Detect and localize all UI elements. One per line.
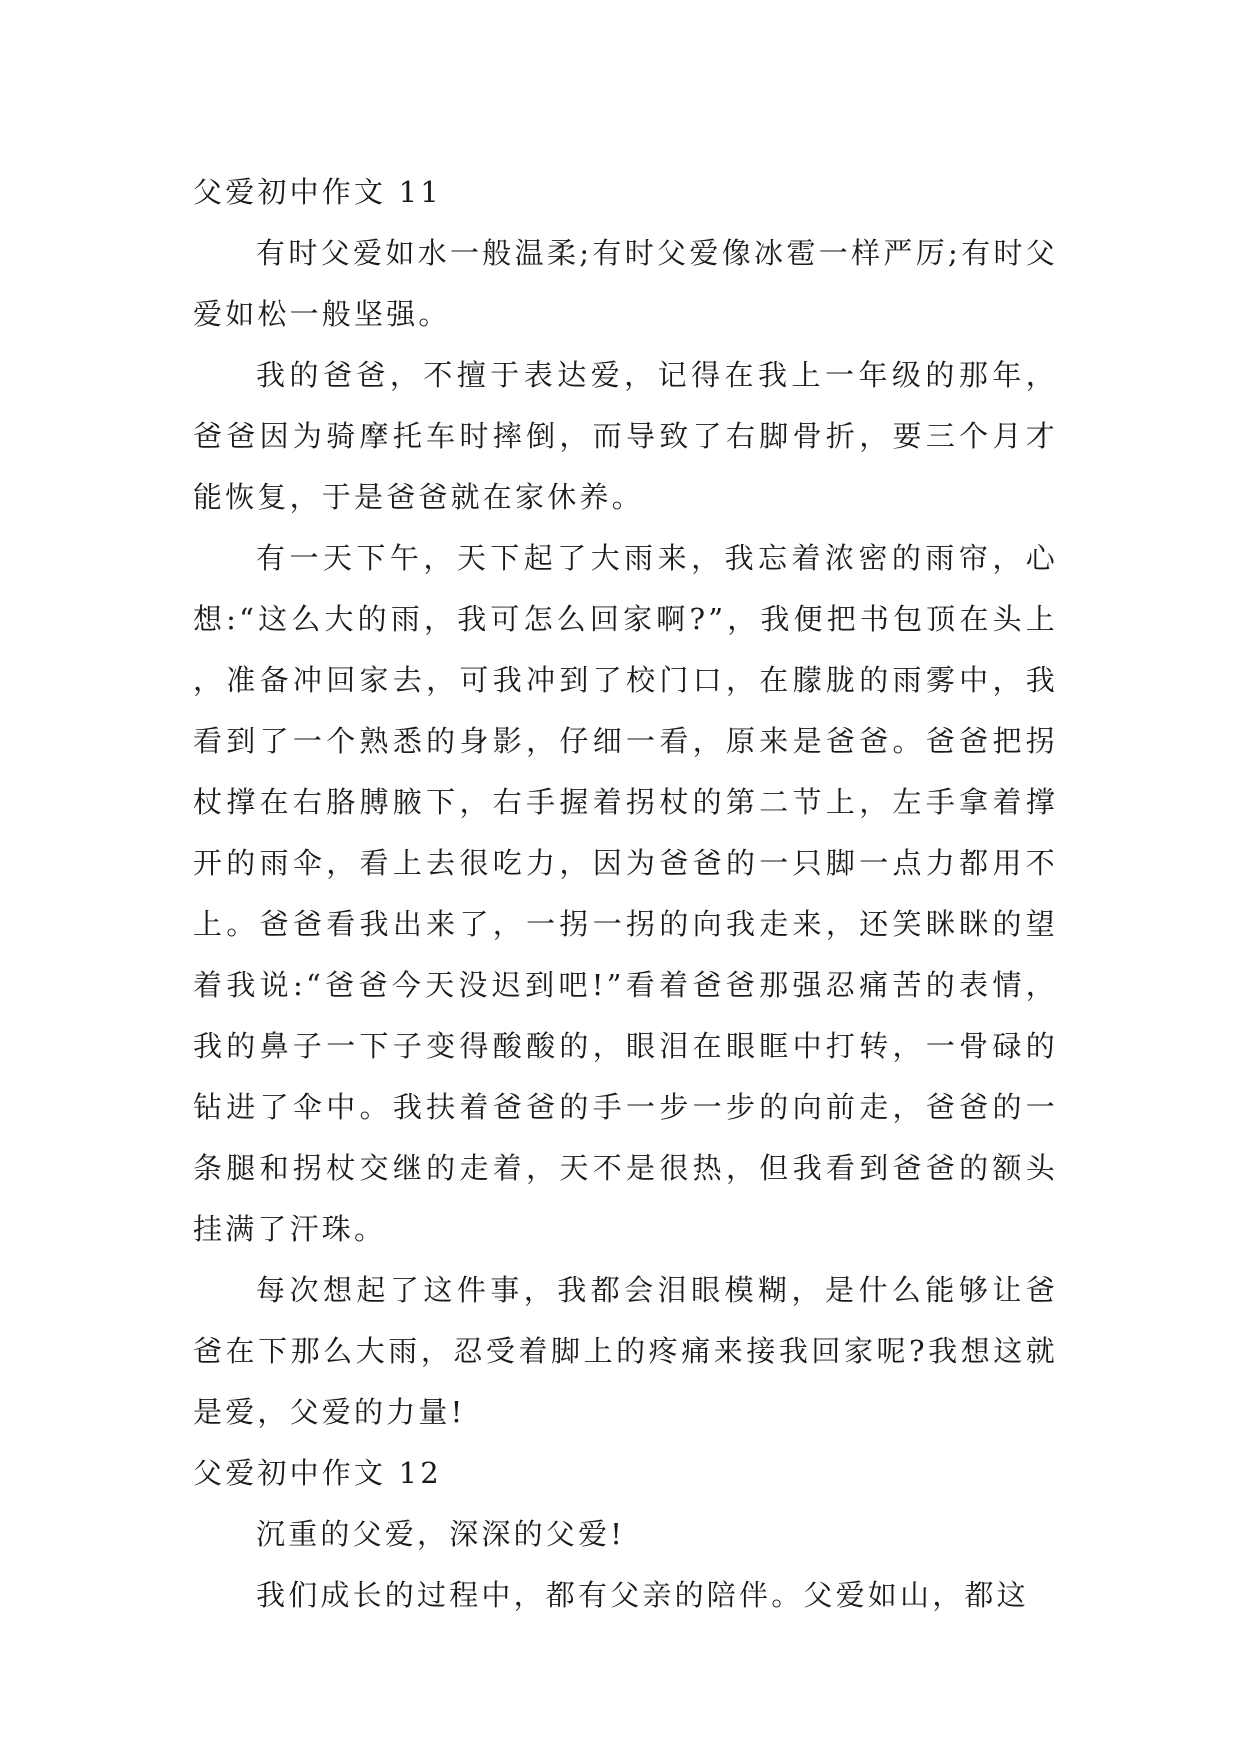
paragraph: 我们成长的过程中，都有父亲的陪伴。父爱如山，都这 bbox=[256, 1578, 1029, 1612]
paragraph: 我的爸爸，不擅于表达爱，记得在我上一年级的那年，爸爸因为骑摩托车时摔倒，而导致了右脚骨折，要三个月才能恢复，于是爸爸就在家休养。 bbox=[193, 358, 1058, 514]
paragraph: 有一天下午，天下起了大雨来，我忘着浓密的雨帘，心想:“这么大的雨，我可怎么回家啊?”，我便把书包顶在头上，准备冲回家去，可我冲到了校门口，在朦胧的雨雾中，我看到了一个熟悉的身影，仔细一看，原来是爸爸。爸爸把拐杖撑在右胳膊腋下，右手握着拐杖的第二节上，左手拿着撑开的雨伞，看上去很吃力，因为爸爸的一只脚一点力都用不上。爸爸看我出来了，一拐一拐的向我走来，还笑眯眯的望着我说:“爸爸今天没迟到吧!”看着爸爸那强忍痛苦的表情，我的鼻子一下子变得酸酸的，眼泪在眼眶中打转，一骨碌的钻进了伞中。我扶着爸爸的手一步一步的向前走，爸爸的一条腿和拐杖交继的走着，天不是很热，但我看到爸爸的额头挂满了汗珠。 bbox=[193, 541, 1058, 1246]
paragraph: 沉重的父爱，深深的父爱! bbox=[256, 1517, 626, 1551]
paragraph: 有时父爱如水一般温柔;有时父爱像冰雹一样严厉;有时父爱如松一般坚强。 bbox=[193, 236, 1058, 331]
section-heading: 父爱初中作文 11 bbox=[193, 175, 442, 209]
paragraph: 每次想起了这件事，我都会泪眼模糊，是什么能够让爸爸在下那么大雨，忍受着脚上的疼痛来接我回家呢?我想这就是爱，父爱的力量! bbox=[193, 1273, 1058, 1429]
document-body bbox=[193, 162, 1058, 1626]
section-heading: 父爱初中作文 12 bbox=[193, 1456, 442, 1490]
